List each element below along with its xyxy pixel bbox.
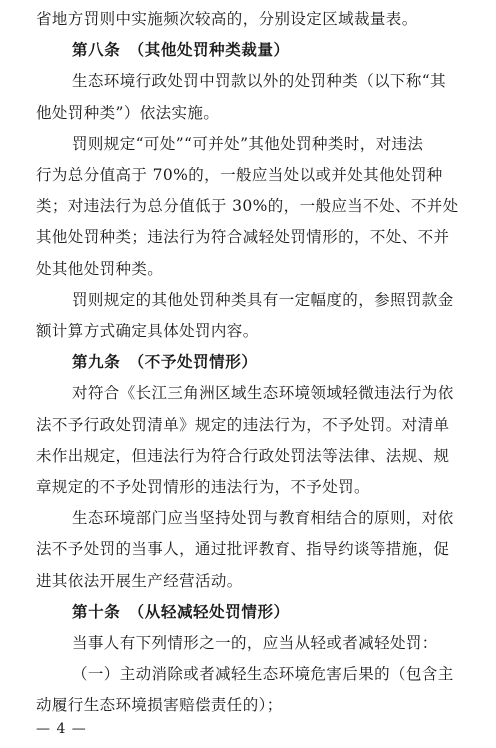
body-line-21: 当事人有下列情形之一的，应当从轻或者减轻处罚：: [72, 634, 438, 652]
body-line-5: 罚则规定“可处”“可并处”其他处罚种类时，对违法: [72, 134, 424, 153]
article-9-heading: 第九条 （不予处罚情形）: [72, 353, 258, 372]
body-line-16: 章规定的不予处罚情形的违法行为，不予处罚。: [36, 478, 370, 496]
body-line-8: 其他处罚种类；违法行为符合减轻处罚情形的，不处、不并: [36, 228, 450, 247]
body-line-7: 类；对违法行为总分值低于 30%的，一般应当不处、不并处: [36, 197, 459, 216]
body-line-1: 省地方罚则中实施频次较高的，分别设定区域裁量表。: [36, 10, 418, 28]
article-10-heading: 第十条 （从轻减轻处罚情形）: [72, 602, 290, 621]
body-line-6: 行为总分值高于 70%的，一般应当处以或并处其他处罚种: [36, 166, 443, 184]
body-line-19: 进其依法开展生产经营活动。: [36, 571, 243, 590]
body-line-23: 动履行生态环境损害赔偿责任的）；: [36, 696, 283, 715]
body-line-18: 法不予处罚的当事人，通过批评教育、指导约谈等措施，促: [36, 540, 450, 559]
body-line-3: 生态环境行政处罚中罚款以外的处罚种类（以下称“其: [72, 72, 447, 91]
body-line-9: 处其他处罚种类。: [36, 259, 164, 278]
body-line-10: 罚则规定的其他处罚种类具有一定幅度的，参照罚款金: [72, 290, 454, 309]
article-8-heading: 第八条 （其他处罚种类裁量）: [72, 41, 290, 60]
body-line-22: （一）主动消除或者减轻生态环境危害后果的（包含主: [72, 665, 454, 684]
body-line-15: 未作出规定，但违法行为符合行政处罚法等法律、法规、规: [36, 446, 450, 465]
body-line-11: 额计算方式确定具体处罚内容。: [36, 322, 259, 340]
body-line-17: 生态环境部门应当坚持处罚与教育相结合的原则，对依: [72, 509, 454, 528]
body-line-14: 法不予行政处罚清单》规定的违法行为，不予处罚。对清单: [36, 415, 450, 434]
body-line-13: 对符合《长江三角洲区域生态环境领域轻微违法行为依: [72, 384, 454, 403]
page-number: — 4 —: [36, 721, 87, 737]
body-line-4: 他处罚种类”）依法实施。: [36, 103, 220, 122]
